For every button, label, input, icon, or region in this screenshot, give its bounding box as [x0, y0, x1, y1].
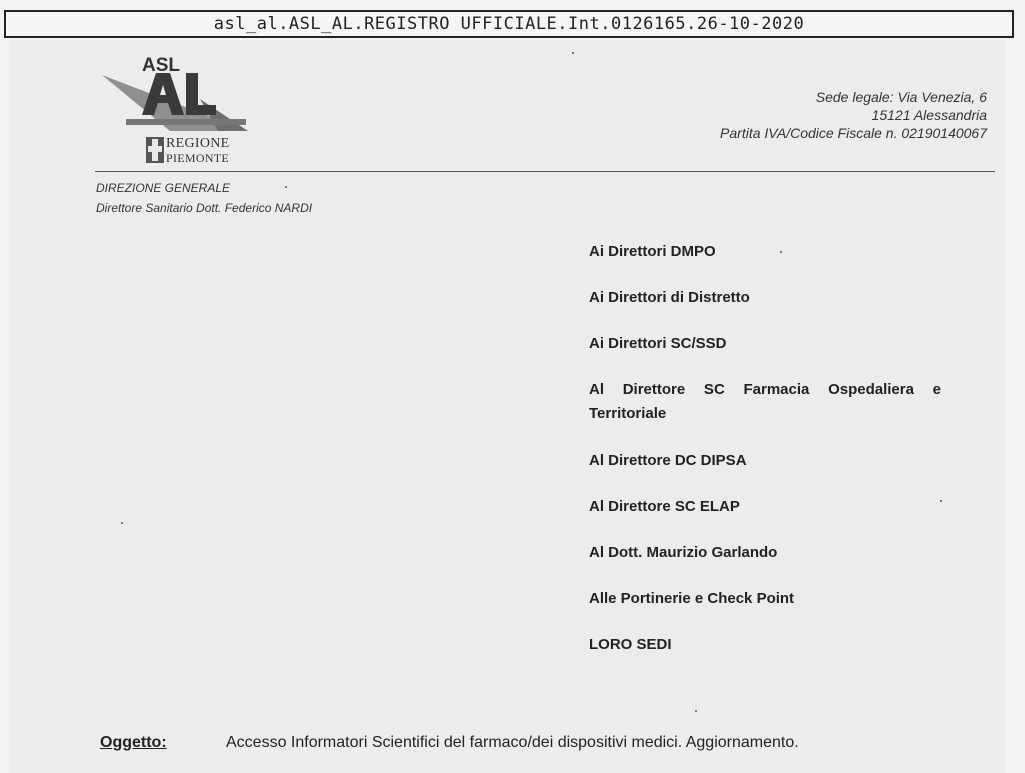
sede-city: 15121 Alessandria [871, 107, 987, 123]
recipient-item: LORO SEDI [589, 636, 672, 653]
sede-legale-block [720, 88, 987, 142]
direttore-sanitario: Direttore Sanitario Dott. Federico NARDI [96, 201, 313, 215]
sede-vat: Partita IVA/Codice Fiscale n. 02190140067 [720, 125, 987, 141]
recipient-item: Al Direttore DC DIPSA [589, 452, 747, 469]
scan-speck [121, 522, 123, 524]
recipient-item: Alle Portinerie e Check Point [589, 590, 795, 607]
scan-speck [780, 251, 782, 253]
scan-speck [940, 500, 942, 502]
direzione-title: DIREZIONE GENERALE [96, 181, 231, 195]
logo-piemonte-text: PIEMONTE [166, 151, 230, 165]
scan-speck [572, 52, 574, 54]
subject-line [100, 734, 799, 752]
protocol-stamp: asl_al.ASL_AL.REGISTRO UFFICIALE.Int.0126165.26-10-2020 [4, 10, 1014, 38]
regione-cross-icon [146, 137, 164, 163]
logo-asl-text: ASL [142, 55, 180, 76]
recipient-item: Al Direttore SC ELAP [589, 498, 740, 515]
subject-text: Accesso Informatori Scientifici del farmaco/dei dispositivi medici. Aggiornamento. [226, 734, 799, 751]
logo-box-top [126, 119, 246, 125]
recipient-item: Ai Direttori SC/SSD [589, 335, 727, 352]
logo-letter-l [186, 73, 216, 115]
scan-speck [695, 710, 697, 712]
logo-regione-text: REGIONE [166, 136, 230, 151]
sede-address: Sede legale: Via Venezia, 6 [815, 89, 987, 105]
subject-label: Oggetto: [100, 734, 167, 751]
direzione-block [96, 178, 312, 218]
recipient-item: Al Direttore SC Farmacia Ospedaliera e Territoriale [589, 381, 941, 422]
scan-speck [285, 186, 287, 188]
header-divider [95, 171, 995, 172]
recipient-item: Ai Direttori di Distretto [589, 289, 750, 306]
recipient-item: Al Dott. Maurizio Garlando [589, 544, 778, 561]
recipient-item: Ai Direttori DMPO [589, 243, 716, 260]
